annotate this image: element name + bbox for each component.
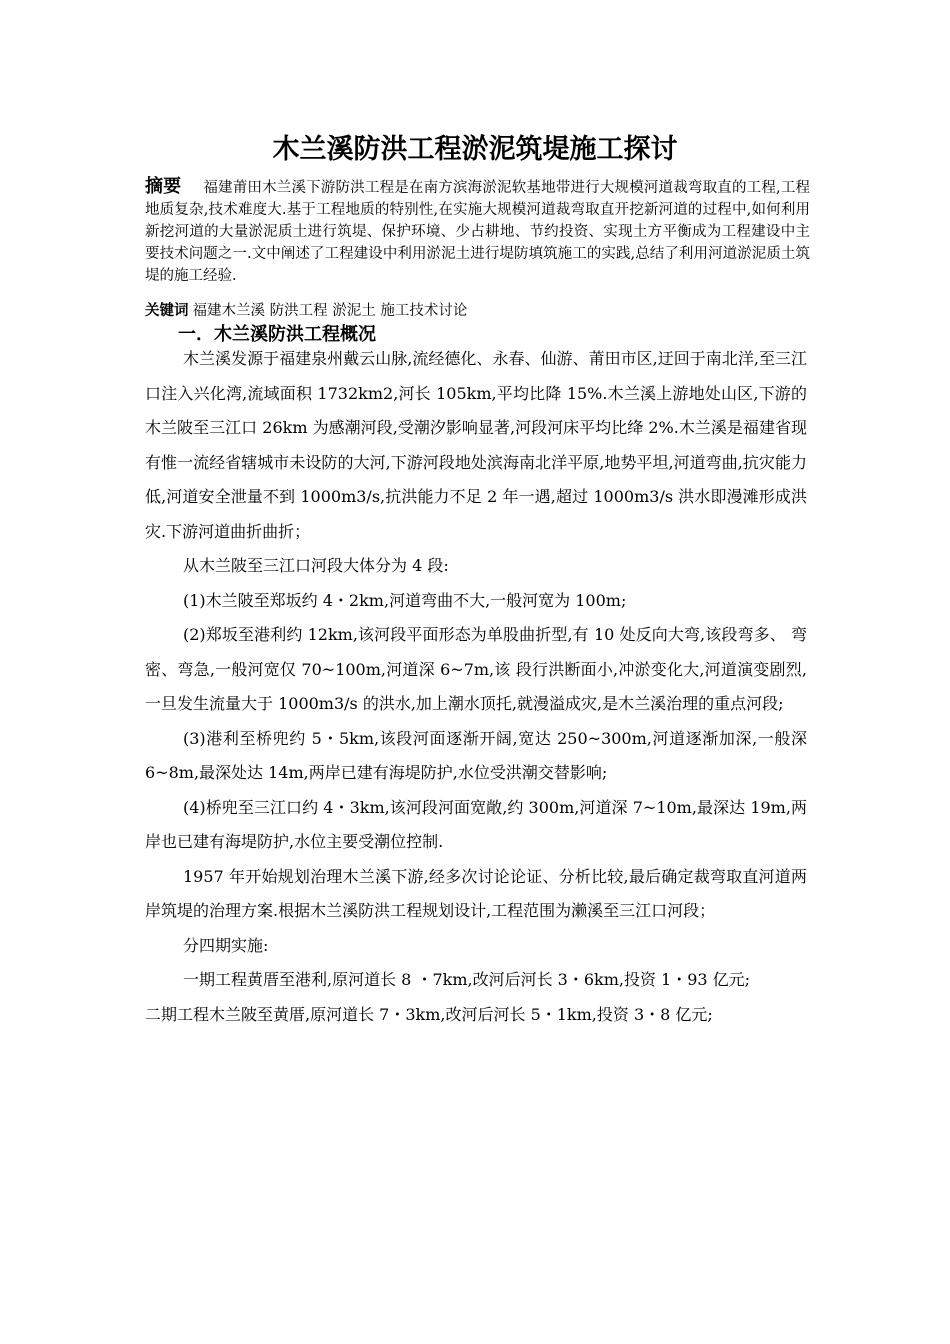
paragraph: 木兰溪发源于福建泉州戴云山脉,流经德化、永春、仙游、莆田市区,迂回于南北洋,至三江口注入兴化湾,流域面积 1732km2,河长 105km,平均比降 15%.木兰溪上游地处山区,下游的木兰陂至三江口 26km 为感潮河段,受潮汐影响显著,河段河床平均比绛 2%.木兰溪是福建省现有惟一流经省辖城市未设防的大河,下游河段地处滨海南北洋平原,地势平坦,河道弯曲,抗灾能力低,河道安全泄量不到 1000m3/s,抗洪能力不足 2 年一遇,超过 1000m3/s 洪水即漫滩形成洪灾.下游河道曲折曲折； — [145, 349, 807, 541]
body-text — [145, 342, 807, 1032]
paragraph: (4)桥兜至三江口约 4・3km,该河段河面宽敞,约 300m,河道深 7~10m,最深达 19m,两岸也已建有海堤防护,水位主要受潮位控制. — [145, 797, 807, 851]
paragraph: 1957 年开始规划治理木兰溪下游,经多次讨论论证、分析比较,最后确定裁弯取直河道两岸筑堤的治理方案.根据木兰溪防洪工程规划设计,工程范围为濑溪至三江口河段； — [145, 866, 807, 920]
keywords-label: 关键词 — [145, 303, 189, 319]
abstract — [145, 176, 810, 287]
paragraph: (1)木兰陂至郑坂约 4・2km,河道弯曲不大,一般河宽为 100m; — [183, 590, 627, 610]
paragraph: 一期工程黄厝至港利,原河道长 8 ・7km,改河后河长 3・6km,投资 1・93 亿元; — [183, 970, 751, 989]
document-title: 木兰溪防洪工程淤泥筑堤施工探讨 — [272, 134, 678, 165]
paragraph: 从木兰陂至三江口河段大体分为 4 段: — [183, 556, 449, 575]
abstract-text: 福建莆田木兰溪下游防洪工程是在南方滨海淤泥软基地带进行大规模河道裁弯取直的工程,工程地质复杂,技术难度大.基于工程地质的特别性,在实施大规模河道裁弯取直开挖新河道的过程中,如何利用新挖河道的大量淤泥质土进行筑堤、保护环境、少占耕地、节约投资、实现土方平衡成为工程建设中主要技术问题之一.文中阐述了工程建设中利用淤泥土进行堤防填筑施工的实践,总结了利用河道淤泥质土筑堤的施工经验. — [145, 180, 811, 284]
abstract-label: 摘要 — [145, 176, 182, 197]
paragraph: (2)郑坂至港利约 12km,该河段平面形态为单股曲折型,有 10 处反向大弯,该段弯多、 弯密、弯急,一般河宽仅 70~100m,河道深 6~7m,该 段行洪断面小,冲淤变化大,河道演变剧烈,一旦发生流量大于 1000m3/s 的洪水,加上潮水顶托,就漫溢成灾,是木兰溪治理的重点河段; — [145, 625, 807, 713]
paragraph: 二期工程木兰陂至黄厝,原河道长 7・3km,改河后河长 5・1km,投资 3・8 亿元; — [145, 1004, 713, 1024]
paragraph: 分四期实施: — [183, 935, 269, 955]
keywords-text: 福建木兰溪 防洪工程 淤泥土 施工技术讨论 — [192, 303, 468, 319]
paragraph: (3)港利至桥兜约 5・5km,该段河面逐渐开阔,宽达 250~300m,河道逐渐加深,一般深 6~8m,最深处达 14m,两岸已建有海堤防护,水位受洪潮交替影响; — [145, 728, 807, 782]
section-heading: 一．木兰溪防洪工程概况 — [178, 324, 376, 345]
keywords — [145, 300, 810, 322]
